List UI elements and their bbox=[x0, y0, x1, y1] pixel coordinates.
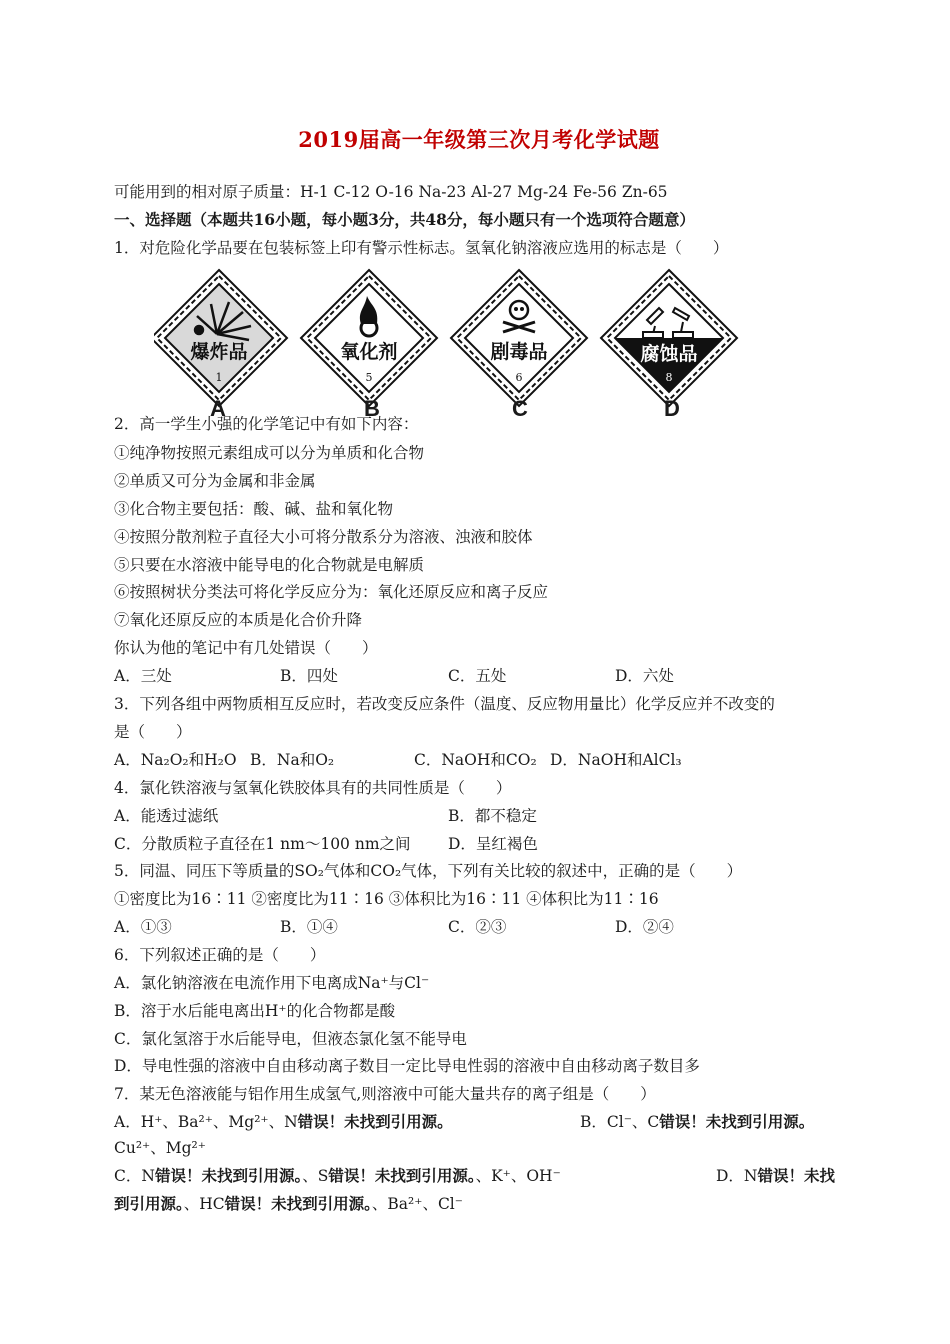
question-2-stem: 2．高一学生小强的化学笔记中有如下内容： bbox=[114, 415, 419, 433]
option-text: A．H⁺、Ba²⁺、Mg²⁺、N bbox=[114, 1113, 298, 1131]
option-a[interactable]: A．①③ bbox=[114, 918, 172, 936]
sign-text: 剧毒品 bbox=[490, 341, 548, 363]
sign-letter-a[interactable]: A bbox=[210, 396, 226, 421]
sign-corrosive[interactable] bbox=[601, 270, 737, 406]
option-c[interactable]: C．氯化氢溶于水后能导电，但液态氯化氢不能导电 bbox=[114, 1030, 467, 1048]
option-b[interactable]: B．溶于水后能电离出H⁺的化合物都是酸 bbox=[114, 1002, 396, 1020]
option-b-continued: Cu²⁺、Mg²⁺ bbox=[114, 1139, 206, 1157]
ref-error: 错误！未找到引用源。 bbox=[328, 1166, 476, 1185]
option-b[interactable] bbox=[580, 1112, 814, 1132]
sign-number: 5 bbox=[365, 371, 373, 384]
option-c[interactable]: C．②③ bbox=[448, 918, 507, 936]
sign-text: 腐蚀品 bbox=[640, 343, 698, 365]
section-heading: 一、选择题（本题共16小题，每小题3分，共48分，每小题只有一个选项符合题意） bbox=[114, 210, 695, 229]
option-a[interactable]: A．三处 bbox=[114, 667, 172, 685]
option-text: 、S bbox=[302, 1167, 329, 1185]
ref-error: 错误！未找到引用源。 bbox=[224, 1194, 372, 1213]
note-item: ⑤只要在水溶液中能导电的化合物就是电解质 bbox=[114, 556, 425, 574]
question-6-stem: 6．下列叙述正确的是（ ） bbox=[114, 946, 326, 964]
option-b[interactable]: B．①④ bbox=[280, 918, 338, 936]
note-item: ⑦氧化还原反应的本质是化合价升降 bbox=[114, 611, 363, 629]
option-b[interactable]: B．都不稳定 bbox=[448, 807, 537, 825]
option-c[interactable] bbox=[114, 1166, 561, 1186]
option-d[interactable]: D．六处 bbox=[615, 667, 674, 685]
ref-error: 错误！未找到引用源。 bbox=[659, 1112, 815, 1131]
note-item: ⑥按照树状分类法可将化学反应分为：氧化还原反应和离子反应 bbox=[114, 583, 549, 601]
option-a[interactable]: A．氯化钠溶液在电流作用下电离成Na⁺与Cl⁻ bbox=[114, 974, 430, 992]
sign-oxidizer[interactable] bbox=[301, 270, 437, 406]
question-1-stem: 1．对危险化学品要在包装标签上印有警示性标志。氢氧化钠溶液应选用的标志是（ ） bbox=[114, 239, 729, 257]
ref-error: 到引用源。 bbox=[114, 1194, 184, 1213]
note-item: ①纯净物按照元素组成可以分为单质和化合物 bbox=[114, 444, 425, 462]
hazard-signs bbox=[154, 265, 754, 415]
option-c[interactable]: C．五处 bbox=[448, 667, 507, 685]
ref-error: 错误！未找 bbox=[757, 1166, 836, 1185]
question-5-stem: 5．同温、同压下等质量的SO₂气体和CO₂气体，下列有关比较的叙述中，正确的是（ ） bbox=[114, 862, 743, 880]
sign-letter-d[interactable]: D bbox=[664, 396, 680, 421]
question-7-stem: 7．某无色溶液能与铝作用生成氢气,则溶液中可能大量共存的离子组是（ ） bbox=[114, 1085, 656, 1103]
sign-toxic[interactable] bbox=[451, 270, 587, 406]
option-c[interactable]: C．分散质粒子直径在1 nm～100 nm之间 bbox=[114, 835, 411, 853]
option-a[interactable]: A．Na₂O₂和H₂O bbox=[114, 751, 237, 769]
atomic-masses: 可能用到的相对原子质量：H-1 C-12 O-16 Na-23 Al-27 Mg-24 Fe-56 Zn-65 bbox=[114, 183, 668, 201]
ref-error: 错误！未找到引用源。 bbox=[154, 1166, 303, 1185]
sign-explosive[interactable] bbox=[154, 270, 287, 406]
option-text: 、Ba²⁺、Cl⁻ bbox=[371, 1195, 463, 1213]
ref-error: 错误！未找到引用源。 bbox=[297, 1112, 453, 1131]
sign-letter-b[interactable]: B bbox=[364, 396, 380, 421]
question-2-question: 你认为他的笔记中有几处错误（ ） bbox=[114, 639, 378, 657]
option-text: B．Cl⁻、C bbox=[580, 1113, 660, 1131]
option-d[interactable]: D．导电性强的溶液中自由移动离子数目一定比导电性弱的溶液中自由移动离子数目多 bbox=[114, 1057, 700, 1075]
question-5-items: ①密度比为16∶11 ②密度比为11∶16 ③体积比为16∶11 ④体积比为11∶16 bbox=[114, 890, 659, 908]
question-4-stem: 4．氯化铁溶液与氢氧化铁胶体具有的共同性质是（ ） bbox=[114, 779, 512, 797]
note-item: ③化合物主要包括：酸、碱、盐和氧化物 bbox=[114, 500, 394, 518]
sign-text: 爆炸品 bbox=[190, 341, 248, 363]
note-item: ②单质又可分为金属和非金属 bbox=[114, 472, 316, 490]
sign-letter-c[interactable]: C bbox=[512, 396, 528, 421]
page-title: 2019届高一年级第三次月考化学试题 bbox=[298, 127, 660, 152]
note-item: ④按照分散剂粒子直径大小可将分散系分为溶液、浊液和胶体 bbox=[114, 528, 533, 546]
question-3-stem: 3．下列各组中两物质相互反应时，若改变反应条件（温度、反应物用量比）化学反应并不改变的 bbox=[114, 695, 775, 713]
option-text: 、HC bbox=[183, 1195, 225, 1213]
option-b[interactable]: B．Na和O₂ bbox=[250, 751, 335, 769]
sign-number: 8 bbox=[665, 371, 673, 384]
option-a[interactable] bbox=[114, 1112, 453, 1132]
option-d[interactable]: D．呈红褐色 bbox=[448, 835, 538, 853]
option-d-continued bbox=[114, 1194, 463, 1214]
option-text: D．N bbox=[716, 1167, 758, 1185]
option-a[interactable]: A．能透过滤纸 bbox=[114, 807, 219, 825]
option-c[interactable]: C．NaOH和CO₂ bbox=[414, 751, 537, 769]
sign-number: 6 bbox=[515, 371, 523, 384]
question-3-stem-cont: 是（ ） bbox=[114, 723, 192, 741]
option-text: C．N bbox=[114, 1167, 155, 1185]
option-b[interactable]: B．四处 bbox=[280, 667, 338, 685]
option-d[interactable] bbox=[716, 1166, 835, 1186]
option-d[interactable]: D．NaOH和AlCl₃ bbox=[550, 751, 682, 769]
sign-text: 氧化剂 bbox=[340, 341, 398, 363]
option-text: 、K⁺、OH⁻ bbox=[475, 1167, 561, 1185]
option-d[interactable]: D．②④ bbox=[615, 918, 674, 936]
sign-number: 1 bbox=[215, 371, 223, 384]
